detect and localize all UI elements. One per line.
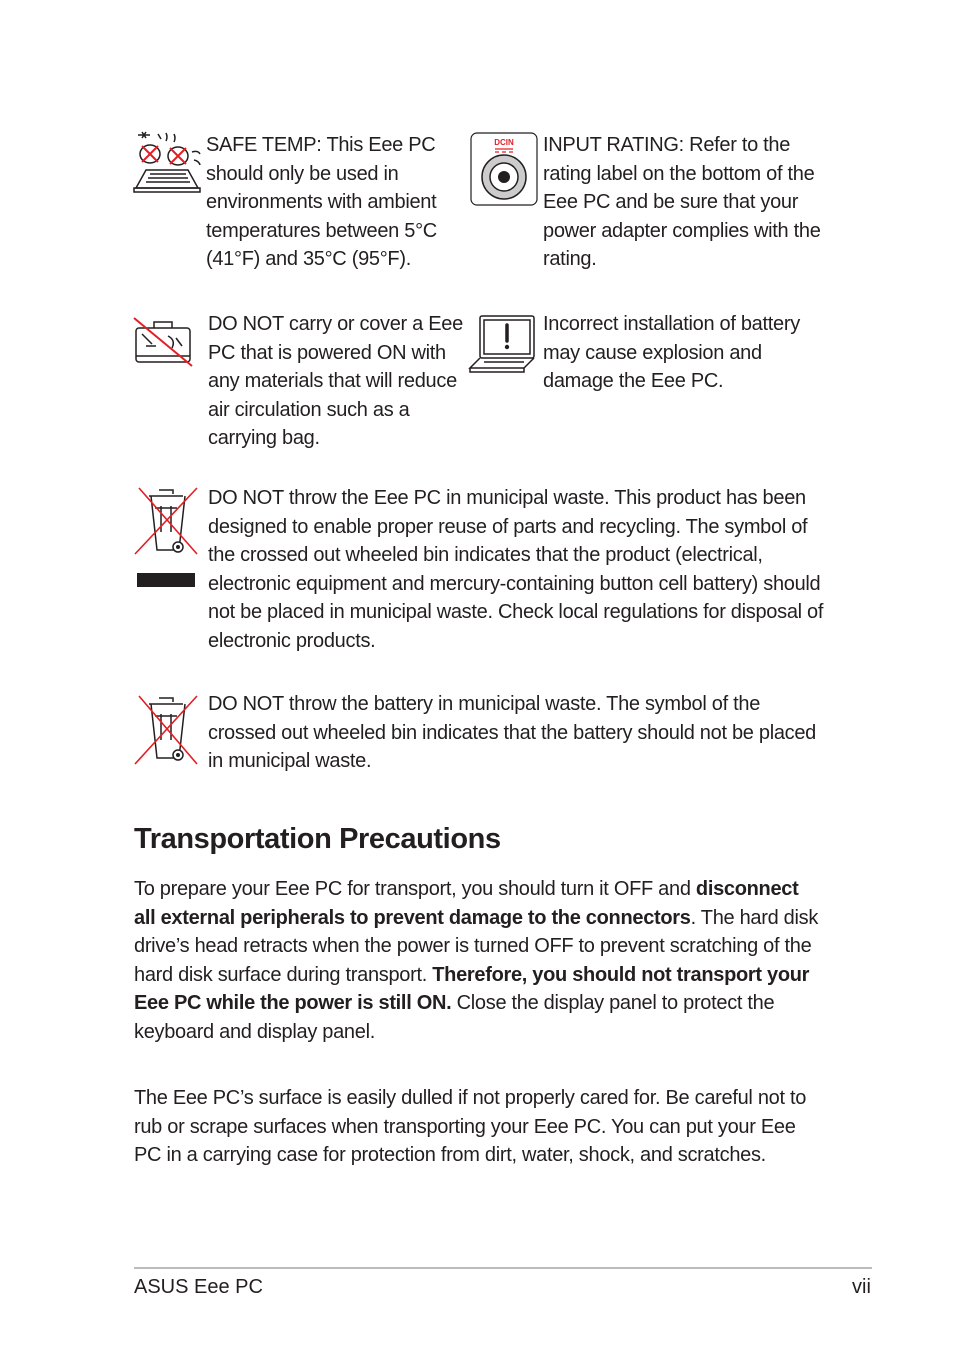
p1-text-a: To prepare your Eee PC for transport, you should turn it OFF and xyxy=(134,878,696,900)
no-carry-bag-icon xyxy=(132,316,194,368)
crossed-bin-battery-icon xyxy=(133,692,199,766)
waste-pc-text: DO NOT throw the Eee PC in municipal waste. This product has been designed to enable proper reuse of parts and recycling. The symbol of the crossed out wheeled bin indicates that the product (electrical, electronic equipment and mercury-containing button cell battery) should not be placed in municipal waste. Check local regulations for disposal of electronic products. xyxy=(208,487,824,652)
p1-bold-d: Therefore, you should not transport your Eee PC while the power is still ON. xyxy=(134,963,810,1014)
dc-input-icon-label: DCIN xyxy=(494,138,514,147)
safe-temp-text: SAFE TEMP: This Eee PC should only be used in environments with ambient temperatures between 5°C (41°F) and 35°C (95°F). xyxy=(206,134,437,270)
waste-battery-text: DO NOT throw the battery in municipal waste. The symbol of the crossed out wheeled bin indicates that the battery should not be placed in municipal waste. xyxy=(208,693,817,772)
battery-warning-icon xyxy=(468,312,538,378)
no-cover-text: DO NOT carry or cover a Eee PC that is powered ON with any materials that will reduce air circulation such as a carrying bag. xyxy=(208,313,463,449)
section-title: Transportation Precautions xyxy=(134,823,501,855)
p1-text-e: Close the display panel to protect the keyboard and display panel. xyxy=(134,992,775,1043)
input-rating-text: INPUT RATING: Refer to the rating label on the bottom of the Eee PC and be sure that your power adapter complies with the rating. xyxy=(543,134,821,270)
transport-paragraph-2: The Eee PC’s surface is easily dulled if not properly cared for. Be careful not to rub or scrape surfaces when transporting your Eee PC. You can put your Eee PC in a carrying case for protection from dirt, water, shock, and scratches. xyxy=(134,1087,807,1166)
safe-temp-icon xyxy=(132,130,204,196)
p1-bold-b: disconnect all external peripherals to prevent damage to the connectors xyxy=(134,878,799,929)
black-bar-marker xyxy=(137,573,195,587)
transport-paragraph-1 xyxy=(134,875,824,1046)
dc-input-icon xyxy=(470,132,538,206)
footer-product-name: ASUS Eee PC xyxy=(134,1276,263,1298)
crossed-bin-icon xyxy=(133,484,199,558)
p1-text-c: . The hard disk drive’s head retracts when the power is turned OFF to prevent scratching of the hard disk surface during transport. xyxy=(134,906,819,986)
footer-divider xyxy=(134,1267,872,1269)
page-number: vii xyxy=(852,1276,871,1298)
battery-install-text: Incorrect installation of battery may cause explosion and damage the Eee PC. xyxy=(543,313,800,392)
